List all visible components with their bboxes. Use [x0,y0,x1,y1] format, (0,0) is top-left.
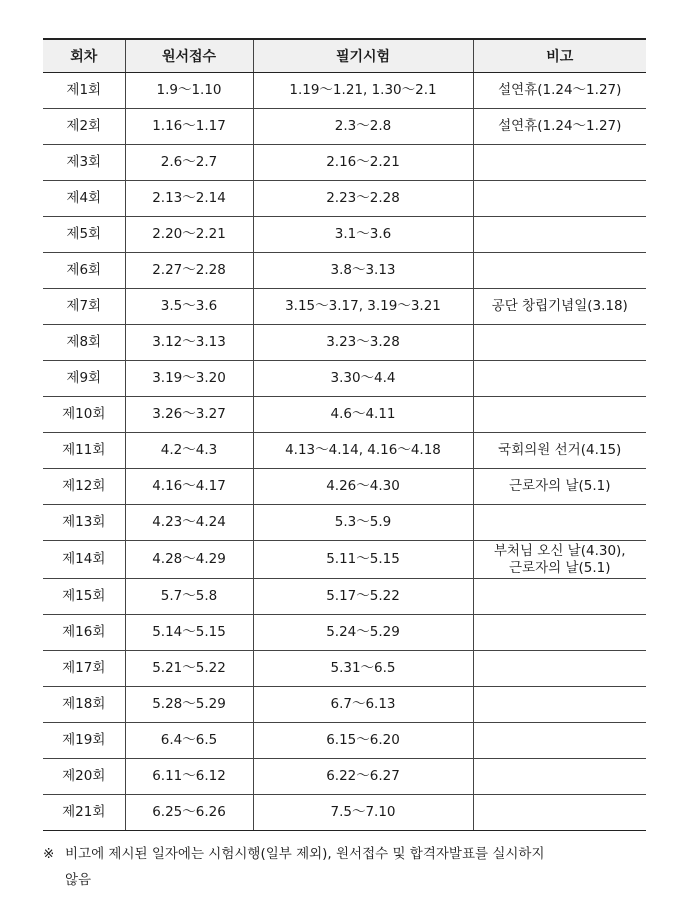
table-row [43,505,646,541]
remark-cell [473,253,646,289]
reference-mark: ※ [43,846,55,862]
header-application: 원서접수 [125,39,253,73]
table-row [43,325,646,361]
round-cell: 제5회 [43,217,125,253]
table-row [43,289,646,325]
table-row [43,145,646,181]
exam-cell: 3.8～3.13 [253,253,473,289]
round-cell: 제19회 [43,723,125,759]
application-cell: 3.26～3.27 [125,397,253,433]
exam-cell: 5.3～5.9 [253,505,473,541]
table-row [43,541,646,579]
footnote-line-1: 비고에 제시된 일자에는 시험시행(일부 제외), 원서접수 및 합격자발표를 실시하지 [65,846,545,862]
remark-cell [473,759,646,795]
remark-cell [473,181,646,217]
round-cell: 제6회 [43,253,125,289]
round-cell: 제7회 [43,289,125,325]
round-cell: 제18회 [43,687,125,723]
application-cell: 2.6～2.7 [125,145,253,181]
table-row [43,469,646,505]
exam-cell: 7.5～7.10 [253,795,473,831]
application-cell: 4.23～4.24 [125,505,253,541]
round-cell: 제2회 [43,109,125,145]
application-cell: 3.5～3.6 [125,289,253,325]
exam-schedule-table [43,38,646,831]
round-cell: 제14회 [43,541,125,579]
table-header-row [43,39,646,73]
application-cell: 4.28～4.29 [125,541,253,579]
remark-cell [473,723,646,759]
remark-line-2: 근로자의 날(5.1) [509,559,611,576]
exam-cell: 5.24～5.29 [253,615,473,651]
table-row [43,687,646,723]
remark-cell: 설연휴(1.24～1.27) [473,109,646,145]
table-row [43,651,646,687]
round-cell: 제12회 [43,469,125,505]
exam-cell: 6.22～6.27 [253,759,473,795]
remark-line-1: 부처님 오신 날(4.30), [493,542,626,559]
table-row [43,579,646,615]
remark-cell [473,325,646,361]
remark-cell [473,361,646,397]
exam-cell: 3.30～4.4 [253,361,473,397]
application-cell: 1.9～1.10 [125,73,253,109]
exam-cell: 5.31～6.5 [253,651,473,687]
exam-cell: 1.19～1.21, 1.30～2.1 [253,73,473,109]
round-cell: 제4회 [43,181,125,217]
exam-cell: 2.23～2.28 [253,181,473,217]
round-cell: 제8회 [43,325,125,361]
table-row [43,253,646,289]
exam-cell: 2.3～2.8 [253,109,473,145]
application-cell: 4.2～4.3 [125,433,253,469]
exam-cell: 5.11～5.15 [253,541,473,579]
round-cell: 제13회 [43,505,125,541]
table-row [43,433,646,469]
exam-cell: 3.15～3.17, 3.19～3.21 [253,289,473,325]
remark-cell [473,687,646,723]
remark-cell [473,397,646,433]
round-cell: 제11회 [43,433,125,469]
footnote [43,841,649,893]
footnote-line-2: 않음 [65,872,92,888]
round-cell: 제3회 [43,145,125,181]
remark-cell [473,505,646,541]
remark-cell [473,795,646,831]
remark-cell [473,217,646,253]
exam-cell: 6.15～6.20 [253,723,473,759]
table-row [43,795,646,831]
remark-cell: 공단 창립기념일(3.18) [473,289,646,325]
round-cell: 제1회 [43,73,125,109]
application-cell: 6.4～6.5 [125,723,253,759]
application-cell: 3.19～3.20 [125,361,253,397]
table-row [43,73,646,109]
exam-cell: 3.23～3.28 [253,325,473,361]
exam-cell: 6.7～6.13 [253,687,473,723]
application-cell: 2.13～2.14 [125,181,253,217]
table-row [43,723,646,759]
exam-cell: 5.17～5.22 [253,579,473,615]
table-row [43,217,646,253]
remark-cell: 근로자의 날(5.1) [473,469,646,505]
table-row [43,181,646,217]
exam-cell: 4.26～4.30 [253,469,473,505]
application-cell: 5.7～5.8 [125,579,253,615]
table-row [43,361,646,397]
exam-cell: 3.1～3.6 [253,217,473,253]
header-written-exam: 필기시험 [253,39,473,73]
remark-cell [473,145,646,181]
table-row [43,109,646,145]
application-cell: 1.16～1.17 [125,109,253,145]
application-cell: 2.20～2.21 [125,217,253,253]
application-cell: 6.25～6.26 [125,795,253,831]
application-cell: 5.14～5.15 [125,615,253,651]
remark-cell [473,651,646,687]
remark-cell [473,579,646,615]
header-remark: 비고 [473,39,646,73]
round-cell: 제9회 [43,361,125,397]
application-cell: 5.28～5.29 [125,687,253,723]
application-cell: 2.27～2.28 [125,253,253,289]
exam-cell: 4.6～4.11 [253,397,473,433]
table-row [43,397,646,433]
round-cell: 제21회 [43,795,125,831]
remark-cell [473,541,646,579]
application-cell: 5.21～5.22 [125,651,253,687]
header-round: 회차 [43,39,125,73]
round-cell: 제10회 [43,397,125,433]
application-cell: 3.12～3.13 [125,325,253,361]
round-cell: 제16회 [43,615,125,651]
round-cell: 제17회 [43,651,125,687]
remark-cell [473,615,646,651]
round-cell: 제20회 [43,759,125,795]
table-row [43,615,646,651]
round-cell: 제15회 [43,579,125,615]
exam-cell: 2.16～2.21 [253,145,473,181]
application-cell: 4.16～4.17 [125,469,253,505]
remark-cell: 설연휴(1.24～1.27) [473,73,646,109]
table-row [43,759,646,795]
application-cell: 6.11～6.12 [125,759,253,795]
remark-cell: 국회의원 선거(4.15) [473,433,646,469]
exam-cell: 4.13～4.14, 4.16～4.18 [253,433,473,469]
